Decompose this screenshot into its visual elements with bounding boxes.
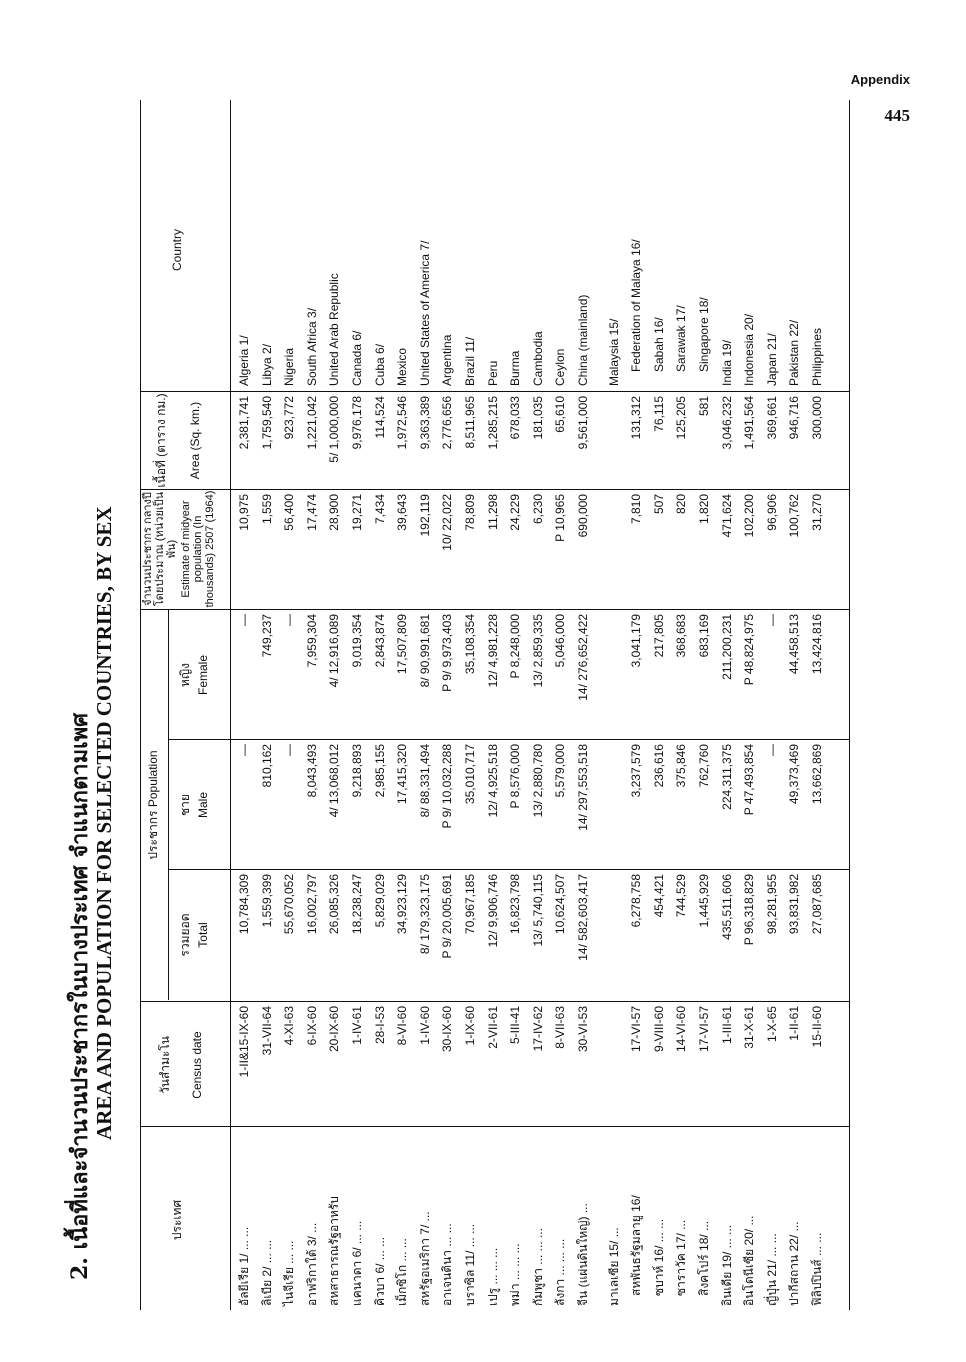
area-cell: 300,000 bbox=[810, 396, 824, 440]
total-cell: 93,831,982 bbox=[787, 874, 802, 935]
female-cell: 35,108,354 bbox=[463, 614, 477, 675]
male-cell: 13/ 2,880,780 bbox=[530, 744, 545, 818]
total-cell: 6,278,758 bbox=[629, 874, 644, 928]
census-date-cell: 1-III-61 bbox=[719, 1006, 734, 1045]
female-cell: 5,046,000 bbox=[553, 614, 568, 668]
area-cell: 131,312 bbox=[629, 396, 644, 440]
estimate-cell: 192,119 bbox=[417, 494, 432, 537]
total-cell: 16,823,798 bbox=[508, 874, 523, 935]
area-cell: 581 bbox=[697, 396, 711, 417]
area-cell: 8,511,965 bbox=[463, 396, 477, 449]
male-cell: 224,311,375 bbox=[719, 744, 734, 810]
male-cell: 8,043,493 bbox=[304, 744, 319, 798]
country-english-cell: Singapore 18/ bbox=[697, 297, 711, 372]
country-thai-cell: เปรู ... ... ... bbox=[485, 1247, 500, 1306]
census-date-cell: 31-VII-64 bbox=[259, 1006, 274, 1056]
country-english-cell: Cambodia bbox=[530, 331, 545, 386]
total-cell: 18,238,247 bbox=[350, 874, 364, 935]
total-cell: P 96,318,829 bbox=[742, 874, 757, 946]
total-cell: 12/ 9,906,746 bbox=[485, 874, 500, 948]
country-thai-cell: อาฟริกาใต้ 3/ ... bbox=[304, 1222, 319, 1306]
total-cell: 10,624,507 bbox=[553, 874, 568, 935]
country-english-cell: Philippines bbox=[810, 327, 824, 386]
header-female-thai: หญิง bbox=[178, 663, 192, 687]
total-cell: 454,421 bbox=[651, 874, 666, 918]
header-total-english: Total bbox=[196, 922, 210, 948]
total-cell: 27,087,685 bbox=[810, 874, 824, 935]
total-cell: 70,967,185 bbox=[463, 874, 477, 935]
country-thai-cell: สิงคโปร์ 18/ ... bbox=[697, 1220, 711, 1296]
country-thai-cell: จีน (แผ่นดินใหญ่) ... bbox=[576, 1203, 590, 1306]
area-cell: 9,976,178 bbox=[350, 396, 364, 450]
female-cell: P 9/ 9,973,403 bbox=[440, 614, 455, 692]
area-cell: 923,772 bbox=[282, 396, 297, 440]
total-cell: 8/ 179,323,175 bbox=[417, 874, 432, 955]
country-english-cell: Burma bbox=[508, 350, 523, 386]
header-census-thai: วันสำมะโน bbox=[158, 1036, 172, 1095]
country-english-cell: Peru bbox=[485, 360, 500, 386]
area-cell: 76,115 bbox=[651, 396, 666, 432]
area-cell: 369,661 bbox=[764, 396, 779, 440]
female-cell: 7,959,304 bbox=[304, 614, 319, 668]
total-cell: 1,559,399 bbox=[259, 874, 274, 928]
header-female-english: Female bbox=[196, 655, 210, 696]
country-english-cell: Japan 21/ bbox=[764, 333, 779, 386]
estimate-cell: P 10,965 bbox=[553, 494, 568, 542]
country-thai-cell: สหพันธรัฐมลายู 16/ bbox=[629, 1195, 644, 1296]
country-english-cell: Sarawak 17/ bbox=[674, 305, 689, 372]
male-cell: 35,010,717 bbox=[463, 744, 477, 805]
area-cell: 1,491,564 bbox=[742, 396, 757, 450]
census-date-cell: 8-VII-63 bbox=[553, 1006, 568, 1049]
country-thai-cell: มาเลเซีย 15/ ... bbox=[606, 1227, 621, 1306]
census-date-cell: 1-X-65 bbox=[764, 1006, 779, 1043]
header-country-english: Country bbox=[170, 228, 184, 272]
page-number: 445 bbox=[884, 106, 910, 125]
country-thai-cell: ลิเบีย 2/ ... ... bbox=[259, 1239, 274, 1306]
census-date-cell: 1-II-61 bbox=[787, 1006, 802, 1041]
total-cell: 435,511,606 bbox=[719, 874, 734, 940]
country-thai-cell: พม่า ... ... ... bbox=[508, 1243, 523, 1306]
estimate-cell: 7,434 bbox=[372, 494, 387, 525]
estimate-cell: 24,229 bbox=[508, 494, 523, 531]
area-cell: 3,046,232 bbox=[719, 396, 734, 450]
country-english-cell: China (mainland) bbox=[576, 294, 590, 386]
census-date-cell: 20-IX-60 bbox=[327, 1006, 342, 1053]
total-cell: 55,670,052 bbox=[282, 874, 297, 935]
rotated-table-page bbox=[62, 100, 862, 1310]
country-english-cell: Cuba 6/ bbox=[372, 343, 387, 386]
total-cell: 26,085,326 bbox=[327, 874, 342, 935]
country-english-cell: Malaysia 15/ bbox=[606, 318, 621, 386]
area-cell: 946,716 bbox=[787, 396, 802, 440]
country-english-cell: United Arab Republic bbox=[327, 273, 342, 386]
country-english-cell: Canada 6/ bbox=[350, 330, 364, 386]
population-table bbox=[140, 100, 850, 1310]
census-date-cell: 28-I-53 bbox=[372, 1006, 387, 1045]
female-cell: 13,424,816 bbox=[810, 614, 824, 675]
census-date-cell: 1-IX-60 bbox=[463, 1006, 477, 1046]
census-date-cell: 2-VII-61 bbox=[485, 1006, 500, 1049]
total-cell: 14/ 582,603,417 bbox=[576, 874, 590, 961]
country-english-cell: Sabah 16/ bbox=[651, 317, 666, 372]
area-cell: 2,776,656 bbox=[440, 396, 455, 450]
total-cell: 10,784,309 bbox=[237, 874, 251, 935]
male-cell: — bbox=[237, 744, 251, 756]
area-cell: 9,561,000 bbox=[576, 396, 590, 450]
country-english-cell: Algeria 1/ bbox=[237, 335, 251, 386]
male-cell: — bbox=[764, 744, 779, 756]
male-cell: 5,579,000 bbox=[553, 744, 568, 798]
male-cell: 236,616 bbox=[651, 744, 666, 788]
area-cell: 678,033 bbox=[508, 396, 523, 440]
estimate-cell: 56,400 bbox=[282, 494, 297, 531]
male-cell: P 47,493,854 bbox=[742, 744, 757, 816]
female-cell: — bbox=[237, 614, 251, 626]
estimate-cell: 102,200 bbox=[742, 494, 757, 538]
male-cell: 375,846 bbox=[674, 744, 689, 788]
area-cell: 1,759,540 bbox=[259, 396, 274, 450]
female-cell: 211,200,231 bbox=[719, 614, 734, 680]
title-thai: 2. เนื้อที่และจำนวนประชากรในบางประเทศ จำแนกตามเพศ bbox=[67, 712, 93, 1280]
estimate-cell: 100,762 bbox=[787, 494, 802, 538]
total-cell: 16,002,797 bbox=[304, 874, 319, 935]
male-cell: P 9/ 10,032,288 bbox=[440, 744, 455, 829]
female-cell: 44,458,513 bbox=[787, 614, 802, 675]
area-cell: 1,972,546 bbox=[395, 396, 410, 450]
female-cell: 9,019,354 bbox=[350, 614, 364, 668]
area-cell: 1,221,042 bbox=[304, 396, 319, 450]
male-cell: 2,985,155 bbox=[372, 744, 387, 798]
estimate-cell: 690,000 bbox=[576, 494, 590, 538]
country-thai-cell: อัลยีเรีย 1/ ... ... bbox=[237, 1226, 251, 1306]
estimate-cell: 11,298 bbox=[485, 494, 500, 530]
estimate-cell: 1,559 bbox=[259, 494, 274, 525]
census-date-cell: 30-IX-60 bbox=[440, 1006, 455, 1053]
census-date-cell: 1-II&15-IX-60 bbox=[237, 1006, 251, 1078]
total-cell: 13/ 5,740,115 bbox=[530, 874, 545, 947]
area-cell: 2,381,741 bbox=[237, 396, 251, 450]
total-cell: 744,529 bbox=[674, 874, 689, 918]
country-thai-cell: แคนาดา 6/ ... ... bbox=[350, 1220, 364, 1306]
estimate-cell: 10/ 22,022 bbox=[440, 494, 455, 551]
country-english-cell: Mexico bbox=[395, 347, 410, 386]
country-thai-cell: คิวบา 6/ ... ... bbox=[372, 1236, 387, 1306]
country-thai-cell: กัมพูชา ... ... ... bbox=[530, 1228, 545, 1306]
estimate-cell: 6,230 bbox=[530, 494, 545, 525]
estimate-cell: 471,624 bbox=[719, 494, 734, 538]
country-thai-cell: อินโดนีเซีย 20/ ... bbox=[742, 1215, 757, 1306]
census-date-cell: 15-II-60 bbox=[810, 1006, 824, 1048]
header-estimate-thai: จำนวนประชากร กลางปีโดยประมาณ (หน่วยเป็นพัน) bbox=[142, 491, 178, 607]
estimate-cell: 17,474 bbox=[304, 494, 319, 531]
total-cell: 98,281,955 bbox=[764, 874, 779, 935]
estimate-cell: 78,809 bbox=[463, 494, 477, 531]
country-thai-cell: ซบาห์ 16/ ... ... bbox=[651, 1218, 666, 1296]
female-cell: 3,041,179 bbox=[629, 614, 644, 668]
female-cell: 2,843,874 bbox=[372, 614, 387, 668]
male-cell: 4/ 13,068,012 bbox=[327, 744, 342, 818]
estimate-cell: 10,975 bbox=[237, 494, 251, 531]
estimate-cell: 820 bbox=[674, 494, 689, 515]
total-cell: 5,829,029 bbox=[372, 874, 387, 928]
country-english-cell: Indonesia 20/ bbox=[742, 313, 757, 386]
female-cell: 749,237 bbox=[259, 614, 274, 658]
estimate-cell: 7,810 bbox=[629, 494, 644, 525]
census-date-cell: 5-III-41 bbox=[508, 1006, 523, 1045]
area-cell: 5/ 1,000,000 bbox=[327, 396, 342, 463]
male-cell: 49,373,469 bbox=[787, 744, 802, 805]
country-english-cell: Brazil 11/ bbox=[463, 336, 477, 386]
female-cell: 13/ 2,859,335 bbox=[530, 614, 545, 688]
estimate-cell: 28,900 bbox=[327, 494, 342, 531]
total-cell: 34,923,129 bbox=[395, 874, 410, 935]
header-male-english: Male bbox=[196, 792, 210, 819]
country-thai-cell: สหสาธารณรัฐอาหรับ bbox=[327, 1196, 342, 1306]
header-total-thai: รวมยอด bbox=[178, 913, 192, 957]
country-english-cell: Federation of Malaya 16/ bbox=[629, 239, 644, 372]
female-cell: — bbox=[764, 614, 779, 626]
header-population-group: ประชากร Population bbox=[146, 750, 160, 860]
female-cell: 8/ 90,991,681 bbox=[417, 614, 432, 688]
header-area-thai: เนื้อที่ (ตาราง กม.) bbox=[154, 393, 168, 488]
country-thai-cell: ซาราวัค 17/ ... bbox=[674, 1219, 689, 1296]
census-date-cell: 6-IX-60 bbox=[304, 1006, 319, 1046]
country-english-cell: United States of America 7/ bbox=[417, 240, 432, 386]
country-thai-cell: ไนจีเรีย ... ... bbox=[282, 1240, 297, 1306]
female-cell: 4/ 12,916,089 bbox=[327, 614, 342, 688]
country-thai-cell: อินเดีย 19/ ... ... bbox=[719, 1224, 734, 1306]
country-thai-cell: สหรัฐอเมริกา 7/ ... bbox=[417, 1211, 432, 1306]
male-cell: 8/ 88,331,494 bbox=[417, 744, 432, 818]
country-english-cell: Ceylon bbox=[553, 348, 568, 386]
estimate-cell: 507 bbox=[651, 494, 666, 515]
country-thai-cell: บราซิล 11/ ... ... bbox=[463, 1223, 477, 1306]
header-male-thai: ชาย bbox=[178, 794, 192, 816]
male-cell: 762,760 bbox=[697, 744, 711, 788]
census-date-cell: 8-VI-60 bbox=[395, 1006, 410, 1046]
male-cell: 12/ 4,925,518 bbox=[485, 744, 500, 818]
country-thai-cell: อาเจนตินา ... ... bbox=[440, 1223, 455, 1306]
female-cell: P 48,824,975 bbox=[742, 614, 757, 686]
female-cell: 17,507,809 bbox=[395, 614, 410, 675]
census-date-cell: 9-VIII-60 bbox=[651, 1006, 666, 1053]
female-cell: 368,683 bbox=[674, 614, 689, 658]
male-cell: — bbox=[282, 744, 297, 756]
female-cell: 217,805 bbox=[651, 614, 666, 658]
country-thai-cell: เม็กซิโก ... ... bbox=[395, 1238, 410, 1306]
area-cell: 125,205 bbox=[674, 396, 689, 440]
area-cell: 65,610 bbox=[553, 396, 568, 433]
census-date-cell: 14-VI-60 bbox=[674, 1006, 689, 1053]
appendix-label: Appendix bbox=[850, 72, 910, 87]
census-date-cell: 17-IV-62 bbox=[530, 1006, 545, 1052]
male-cell: 17,415,320 bbox=[395, 744, 410, 805]
male-cell: P 8,576,000 bbox=[508, 744, 523, 809]
country-english-cell: South Africa 3/ bbox=[304, 307, 319, 386]
female-cell: 14/ 276,652,422 bbox=[576, 614, 590, 701]
census-date-cell: 31-X-61 bbox=[742, 1006, 757, 1049]
country-english-cell: Nigeria bbox=[282, 347, 297, 386]
country-english-cell: Pakistan 22/ bbox=[787, 319, 802, 386]
country-thai-cell: ฟิลิปปินส์ ... ... bbox=[810, 1232, 824, 1306]
census-date-cell: 30-VI-53 bbox=[576, 1006, 590, 1053]
area-cell: 114,524 bbox=[372, 396, 387, 439]
male-cell: 3,237,579 bbox=[629, 744, 644, 798]
country-thai-cell: ลังกา ... ... ... bbox=[553, 1238, 568, 1306]
country-thai-cell: ปากีสถาน 22/ ... bbox=[787, 1221, 802, 1306]
total-cell: 1,445,929 bbox=[697, 874, 711, 928]
male-cell: 14/ 297,553,518 bbox=[576, 744, 590, 831]
male-cell: 810,162 bbox=[259, 744, 274, 788]
country-english-cell: India 19/ bbox=[719, 339, 734, 386]
header-estimate-english: Estimate of midyear population (In thousands) 2507 (1964) bbox=[180, 490, 216, 608]
area-cell: 181,035 bbox=[530, 396, 545, 440]
country-english-cell: Argentina bbox=[440, 334, 455, 386]
header-census-english: Census date bbox=[190, 1031, 204, 1099]
census-date-cell: 17-VI-57 bbox=[697, 1006, 711, 1053]
male-cell: 13,662,869 bbox=[810, 744, 824, 805]
country-english-cell: Libya 2/ bbox=[259, 343, 274, 386]
estimate-cell: 19,271 bbox=[350, 494, 364, 531]
title-english: AREA AND POPULATION FOR SELECTED COUNTRIES, BY SEX bbox=[92, 506, 116, 1140]
total-cell: P 9/ 20,005,691 bbox=[440, 874, 455, 959]
census-date-cell: 17-VI-57 bbox=[629, 1006, 644, 1053]
area-cell: 1,285,215 bbox=[485, 396, 500, 450]
estimate-cell: 39,643 bbox=[395, 494, 410, 531]
country-thai-cell: ญี่ปุ่น 21/ ... ... bbox=[764, 1233, 779, 1306]
female-cell: 683,169 bbox=[697, 614, 711, 658]
female-cell: 12/ 4,981,228 bbox=[485, 614, 500, 688]
female-cell: P 8,248,000 bbox=[508, 614, 523, 679]
estimate-cell: 31,270 bbox=[810, 494, 824, 531]
estimate-cell: 1,820 bbox=[697, 494, 711, 525]
census-date-cell: 1-IV-61 bbox=[350, 1006, 364, 1045]
male-cell: 9,218,893 bbox=[350, 744, 364, 798]
header-country-thai: ประเทศ bbox=[170, 1199, 184, 1241]
header-area-english: Area (Sq. km.) bbox=[188, 401, 202, 480]
female-cell: — bbox=[282, 614, 297, 626]
census-date-cell: 1-IV-60 bbox=[417, 1006, 432, 1045]
area-cell: 9,363,389 bbox=[417, 396, 432, 450]
census-date-cell: 4-XI-63 bbox=[282, 1006, 297, 1046]
estimate-cell: 96,906 bbox=[764, 494, 779, 531]
